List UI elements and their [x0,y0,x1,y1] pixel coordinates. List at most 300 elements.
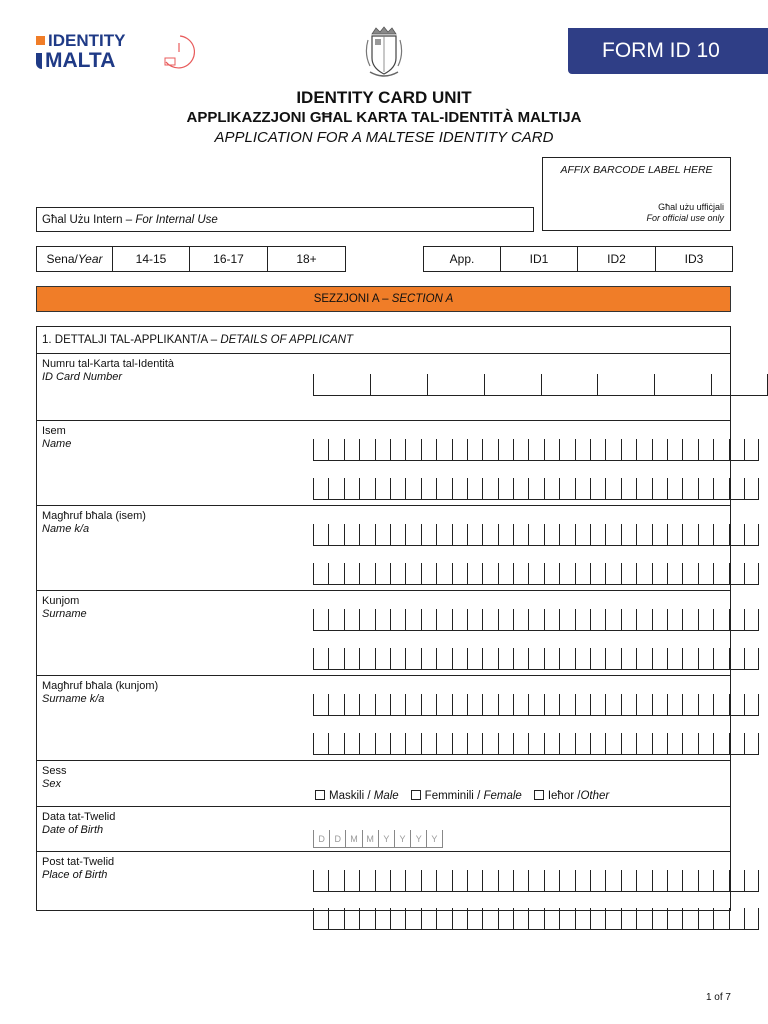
character-box[interactable] [544,524,559,546]
character-box[interactable] [729,563,744,585]
character-box[interactable] [544,609,559,631]
character-box[interactable] [313,733,328,755]
character-box[interactable] [729,733,744,755]
character-box[interactable] [667,733,682,755]
character-box[interactable] [390,563,405,585]
character-box[interactable] [452,563,467,585]
character-box[interactable] [328,870,343,892]
character-box[interactable] [652,694,667,716]
dob-digit-box[interactable]: D [313,830,329,848]
character-box[interactable] [713,524,728,546]
id-digit-box[interactable] [313,374,370,396]
id-digit-box[interactable] [484,374,541,396]
character-box[interactable] [698,648,713,670]
character-box[interactable] [744,563,759,585]
character-box[interactable] [682,524,697,546]
character-box[interactable] [405,870,420,892]
dob-input[interactable] [313,830,443,848]
character-box[interactable] [405,609,420,631]
character-box[interactable] [421,609,436,631]
character-box[interactable] [698,908,713,930]
character-box[interactable] [513,478,528,500]
character-box[interactable] [467,908,482,930]
character-box[interactable] [436,648,451,670]
character-box[interactable] [359,694,374,716]
name-ka-input-line-1[interactable] [313,524,759,546]
character-box[interactable] [713,870,728,892]
character-box[interactable] [590,908,605,930]
character-box[interactable] [621,563,636,585]
character-box[interactable] [544,733,559,755]
character-box[interactable] [421,439,436,461]
character-box[interactable] [498,733,513,755]
character-box[interactable] [682,563,697,585]
character-box[interactable] [575,563,590,585]
character-box[interactable] [636,478,651,500]
character-box[interactable] [682,733,697,755]
character-box[interactable] [313,478,328,500]
character-box[interactable] [421,648,436,670]
character-box[interactable] [652,609,667,631]
name-input-line-1[interactable] [313,439,759,461]
character-box[interactable] [405,563,420,585]
character-box[interactable] [436,870,451,892]
character-box[interactable] [452,733,467,755]
character-box[interactable] [328,478,343,500]
character-box[interactable] [359,648,374,670]
checkbox-icon[interactable] [534,790,544,800]
id-digit-box[interactable] [711,374,768,396]
character-box[interactable] [575,439,590,461]
character-box[interactable] [498,609,513,631]
character-box[interactable] [559,563,574,585]
internal-use-field[interactable]: Għal Użu Intern – For Internal Use [36,207,534,232]
character-box[interactable] [436,609,451,631]
character-box[interactable] [328,439,343,461]
name-input-line-2[interactable] [313,478,759,500]
character-box[interactable] [375,609,390,631]
character-box[interactable] [559,439,574,461]
character-box[interactable] [667,478,682,500]
surname-input-line-2[interactable] [313,648,759,670]
character-box[interactable] [667,439,682,461]
pob-input-line-2[interactable] [313,908,759,930]
checkbox-icon[interactable] [411,790,421,800]
character-box[interactable] [375,524,390,546]
character-box[interactable] [744,694,759,716]
character-box[interactable] [467,870,482,892]
character-box[interactable] [482,733,497,755]
character-box[interactable] [328,563,343,585]
character-box[interactable] [528,478,543,500]
character-box[interactable] [667,524,682,546]
character-box[interactable] [544,478,559,500]
surname-ka-input-line-1[interactable] [313,694,759,716]
character-box[interactable] [575,694,590,716]
character-box[interactable] [559,733,574,755]
character-box[interactable] [359,733,374,755]
character-box[interactable] [528,609,543,631]
character-box[interactable] [390,694,405,716]
character-box[interactable] [498,694,513,716]
character-box[interactable] [452,524,467,546]
character-box[interactable] [390,609,405,631]
id-digit-box[interactable] [654,374,711,396]
name-ka-input-line-2[interactable] [313,563,759,585]
character-box[interactable] [575,733,590,755]
id-card-number-input[interactable] [313,374,768,396]
character-box[interactable] [498,648,513,670]
character-box[interactable] [513,563,528,585]
character-box[interactable] [682,870,697,892]
character-box[interactable] [729,609,744,631]
character-box[interactable] [313,694,328,716]
character-box[interactable] [390,439,405,461]
character-box[interactable] [744,439,759,461]
id3-cell[interactable]: ID3 [684,252,704,266]
character-box[interactable] [682,648,697,670]
character-box[interactable] [405,524,420,546]
character-box[interactable] [375,478,390,500]
character-box[interactable] [482,609,497,631]
character-box[interactable] [405,694,420,716]
character-box[interactable] [621,870,636,892]
character-box[interactable] [713,908,728,930]
character-box[interactable] [729,524,744,546]
character-box[interactable] [375,439,390,461]
character-box[interactable] [436,733,451,755]
character-box[interactable] [482,563,497,585]
character-box[interactable] [559,694,574,716]
character-box[interactable] [328,694,343,716]
character-box[interactable] [344,439,359,461]
dob-digit-box[interactable]: M [345,830,361,848]
character-box[interactable] [328,733,343,755]
character-box[interactable] [605,694,620,716]
character-box[interactable] [359,563,374,585]
character-box[interactable] [405,908,420,930]
character-box[interactable] [482,648,497,670]
character-box[interactable] [405,648,420,670]
character-box[interactable] [682,694,697,716]
character-box[interactable] [467,478,482,500]
character-box[interactable] [713,478,728,500]
character-box[interactable] [498,908,513,930]
character-box[interactable] [390,478,405,500]
character-box[interactable] [544,694,559,716]
character-box[interactable] [575,478,590,500]
character-box[interactable] [528,524,543,546]
character-box[interactable] [544,908,559,930]
character-box[interactable] [605,908,620,930]
character-box[interactable] [467,648,482,670]
character-box[interactable] [344,648,359,670]
character-box[interactable] [513,524,528,546]
character-box[interactable] [713,609,728,631]
character-box[interactable] [390,524,405,546]
character-box[interactable] [467,563,482,585]
character-box[interactable] [528,908,543,930]
character-box[interactable] [436,694,451,716]
character-box[interactable] [313,439,328,461]
character-box[interactable] [544,563,559,585]
id-digit-box[interactable] [541,374,598,396]
character-box[interactable] [590,439,605,461]
character-box[interactable] [482,908,497,930]
character-box[interactable] [498,563,513,585]
character-box[interactable] [482,870,497,892]
character-box[interactable] [359,609,374,631]
character-box[interactable] [652,524,667,546]
character-box[interactable] [467,733,482,755]
character-box[interactable] [482,478,497,500]
character-box[interactable] [729,870,744,892]
character-box[interactable] [467,694,482,716]
character-box[interactable] [513,694,528,716]
character-box[interactable] [605,870,620,892]
id2-cell[interactable]: ID2 [578,247,656,271]
character-box[interactable] [528,694,543,716]
character-box[interactable] [744,648,759,670]
character-box[interactable] [559,870,574,892]
character-box[interactable] [452,870,467,892]
character-box[interactable] [729,439,744,461]
character-box[interactable] [467,609,482,631]
character-box[interactable] [528,733,543,755]
surname-input-line-1[interactable] [313,609,759,631]
character-box[interactable] [575,609,590,631]
character-box[interactable] [605,439,620,461]
character-box[interactable] [744,609,759,631]
year-option-14-15[interactable]: 14-15 [113,247,190,271]
character-box[interactable] [559,908,574,930]
character-box[interactable] [605,524,620,546]
character-box[interactable] [375,908,390,930]
character-box[interactable] [390,908,405,930]
character-box[interactable] [744,870,759,892]
character-box[interactable] [698,563,713,585]
character-box[interactable] [359,439,374,461]
character-box[interactable] [713,733,728,755]
character-box[interactable] [359,908,374,930]
character-box[interactable] [621,439,636,461]
year-option-18-plus[interactable]: 18+ [296,252,317,266]
character-box[interactable] [344,609,359,631]
character-box[interactable] [621,694,636,716]
character-box[interactable] [605,563,620,585]
character-box[interactable] [513,439,528,461]
character-box[interactable] [698,478,713,500]
character-box[interactable] [513,733,528,755]
character-box[interactable] [590,609,605,631]
character-box[interactable] [544,870,559,892]
character-box[interactable] [467,524,482,546]
character-box[interactable] [652,870,667,892]
character-box[interactable] [744,524,759,546]
character-box[interactable] [513,908,528,930]
character-box[interactable] [698,733,713,755]
character-box[interactable] [313,563,328,585]
character-box[interactable] [652,908,667,930]
character-box[interactable] [713,694,728,716]
character-box[interactable] [482,694,497,716]
character-box[interactable] [667,870,682,892]
character-box[interactable] [390,648,405,670]
character-box[interactable] [590,648,605,670]
character-box[interactable] [328,648,343,670]
character-box[interactable] [359,524,374,546]
character-box[interactable] [513,870,528,892]
character-box[interactable] [452,908,467,930]
character-box[interactable] [344,524,359,546]
character-box[interactable] [744,478,759,500]
character-box[interactable] [621,524,636,546]
character-box[interactable] [636,563,651,585]
character-box[interactable] [344,733,359,755]
dob-digit-box[interactable]: Y [426,830,442,848]
character-box[interactable] [698,870,713,892]
character-box[interactable] [744,733,759,755]
checkbox-icon[interactable] [315,790,325,800]
character-box[interactable] [667,563,682,585]
character-box[interactable] [636,609,651,631]
character-box[interactable] [313,908,328,930]
character-box[interactable] [605,648,620,670]
character-box[interactable] [328,908,343,930]
id-digit-box[interactable] [427,374,484,396]
character-box[interactable] [421,524,436,546]
character-box[interactable] [452,694,467,716]
character-box[interactable] [421,733,436,755]
dob-digit-box[interactable]: D [329,830,345,848]
character-box[interactable] [621,609,636,631]
character-box[interactable] [528,563,543,585]
character-box[interactable] [713,648,728,670]
character-box[interactable] [359,478,374,500]
character-box[interactable] [621,648,636,670]
character-box[interactable] [729,478,744,500]
character-box[interactable] [452,609,467,631]
character-box[interactable] [698,694,713,716]
character-box[interactable] [590,733,605,755]
character-box[interactable] [682,908,697,930]
character-box[interactable] [590,563,605,585]
character-box[interactable] [713,563,728,585]
character-box[interactable] [652,439,667,461]
character-box[interactable] [559,609,574,631]
character-box[interactable] [652,563,667,585]
character-box[interactable] [313,609,328,631]
character-box[interactable] [590,870,605,892]
character-box[interactable] [344,478,359,500]
character-box[interactable] [528,870,543,892]
character-box[interactable] [713,439,728,461]
character-box[interactable] [436,908,451,930]
character-box[interactable] [482,524,497,546]
surname-ka-input-line-2[interactable] [313,733,759,755]
character-box[interactable] [559,524,574,546]
character-box[interactable] [498,478,513,500]
character-box[interactable] [390,733,405,755]
dob-digit-box[interactable]: Y [378,830,394,848]
character-box[interactable] [636,524,651,546]
character-box[interactable] [498,524,513,546]
character-box[interactable] [698,439,713,461]
sex-option-other[interactable]: Ieħor /Other [534,790,609,802]
character-box[interactable] [667,908,682,930]
character-box[interactable] [421,694,436,716]
character-box[interactable] [482,439,497,461]
character-box[interactable] [375,870,390,892]
character-box[interactable] [667,648,682,670]
character-box[interactable] [590,694,605,716]
character-box[interactable] [313,648,328,670]
id-digit-box[interactable] [370,374,427,396]
character-box[interactable] [313,870,328,892]
character-box[interactable] [421,908,436,930]
character-box[interactable] [344,908,359,930]
character-box[interactable] [513,609,528,631]
sex-option-female[interactable]: Femminili / Female [411,790,522,802]
dob-digit-box[interactable]: M [362,830,378,848]
character-box[interactable] [344,870,359,892]
character-box[interactable] [344,563,359,585]
character-box[interactable] [575,524,590,546]
character-box[interactable] [344,694,359,716]
sex-option-male[interactable]: Maskili / Male [315,790,399,802]
character-box[interactable] [729,908,744,930]
character-box[interactable] [405,478,420,500]
character-box[interactable] [682,439,697,461]
character-box[interactable] [698,609,713,631]
character-box[interactable] [621,733,636,755]
character-box[interactable] [436,478,451,500]
character-box[interactable] [575,908,590,930]
pob-input-line-1[interactable] [313,870,759,892]
character-box[interactable] [682,478,697,500]
character-box[interactable] [328,609,343,631]
character-box[interactable] [590,524,605,546]
dob-digit-box[interactable]: Y [394,830,410,848]
character-box[interactable] [559,478,574,500]
character-box[interactable] [667,609,682,631]
character-box[interactable] [375,694,390,716]
character-box[interactable] [621,478,636,500]
character-box[interactable] [636,648,651,670]
character-box[interactable] [729,648,744,670]
character-box[interactable] [405,733,420,755]
character-box[interactable] [528,439,543,461]
character-box[interactable] [559,648,574,670]
character-box[interactable] [575,870,590,892]
character-box[interactable] [421,478,436,500]
character-box[interactable] [544,648,559,670]
character-box[interactable] [467,439,482,461]
character-box[interactable] [698,524,713,546]
character-box[interactable] [590,478,605,500]
character-box[interactable] [605,609,620,631]
character-box[interactable] [452,648,467,670]
character-box[interactable] [744,908,759,930]
character-box[interactable] [682,609,697,631]
character-box[interactable] [575,648,590,670]
character-box[interactable] [667,694,682,716]
character-box[interactable] [452,478,467,500]
character-box[interactable] [452,439,467,461]
character-box[interactable] [636,870,651,892]
year-option-16-17[interactable]: 16-17 [190,247,268,271]
character-box[interactable] [375,563,390,585]
